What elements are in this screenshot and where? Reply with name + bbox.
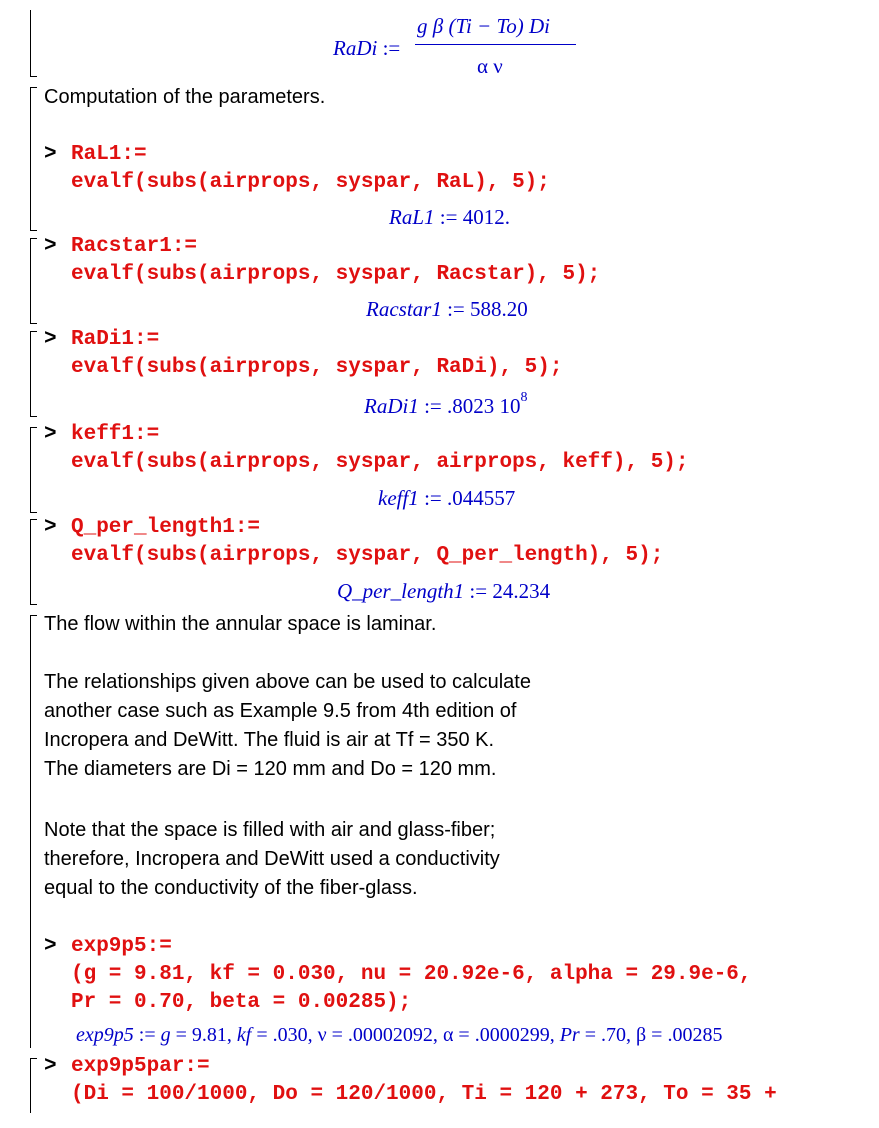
output-exp9p5: exp9p5 := g = 9.81, kf = .030, ν = .00002092, α = .0000299, Pr = .70, β = .00285 xyxy=(76,1024,723,1046)
text-line-3: The relationships given above can be used to calculate xyxy=(44,671,531,693)
output-keff1: keff1 := .044557 xyxy=(378,486,516,510)
code-input-exp9p5-line2[interactable]: (g = 9.81, kf = 0.030, nu = 20.92e-6, alpha = 29.9e-6, xyxy=(71,963,752,986)
prompt-1: > xyxy=(44,143,57,166)
code-input-qperlength1-line2[interactable]: evalf(subs(airprops, syspar, Q_per_length), 5); xyxy=(71,544,664,567)
code-input-racstar1-line2[interactable]: evalf(subs(airprops, syspar, Racstar), 5); xyxy=(71,263,601,286)
text-computation: Computation of the parameters. xyxy=(44,86,326,108)
group-bracket xyxy=(30,331,37,417)
formula-numerator: g β (Ti − To) Di xyxy=(417,14,550,38)
text-line-1: The flow within the annular space is laminar. xyxy=(44,613,437,635)
code-input-exp9p5-line1[interactable]: exp9p5:= xyxy=(71,935,172,958)
group-bracket xyxy=(30,238,37,324)
text-line-6: The diameters are Di = 120 mm and Do = 120 mm. xyxy=(44,758,497,780)
text-line-5: Incropera and DeWitt. The fluid is air at Tf = 350 K. xyxy=(44,729,495,751)
code-input-ral1-line1[interactable]: RaL1:= xyxy=(71,143,147,166)
text-line-9: therefore, Incropera and DeWitt used a conductivity xyxy=(44,848,500,870)
code-input-exp9p5par-line1[interactable]: exp9p5par:= xyxy=(71,1055,210,1078)
output-ral1: RaL1 := 4012. xyxy=(389,205,510,229)
text-line-10: equal to the conductivity of the fiber-glass. xyxy=(44,877,418,899)
formula-lhs: RaDi := xyxy=(333,36,406,60)
output-racstar1: Racstar1 := 588.20 xyxy=(366,297,528,321)
output-qperlength1: Q_per_length1 := 24.234 xyxy=(337,579,551,603)
group-bracket xyxy=(30,615,37,1048)
group-bracket xyxy=(30,87,37,231)
group-bracket xyxy=(30,10,37,77)
prompt-2: > xyxy=(44,235,57,258)
code-input-qperlength1-line1[interactable]: Q_per_length1:= xyxy=(71,516,261,539)
group-bracket xyxy=(30,519,37,605)
prompt-5: > xyxy=(44,516,57,539)
prompt-6: > xyxy=(44,935,57,958)
text-line-8: Note that the space is filled with air and glass-fiber; xyxy=(44,819,496,841)
prompt-3: > xyxy=(44,328,57,351)
code-input-ral1-line2[interactable]: evalf(subs(airprops, syspar, RaL), 5); xyxy=(71,171,550,194)
code-input-keff1-line1[interactable]: keff1:= xyxy=(71,423,160,446)
group-bracket xyxy=(30,1058,37,1113)
group-bracket xyxy=(30,427,37,513)
code-input-radi1-line2[interactable]: evalf(subs(airprops, syspar, RaDi), 5); xyxy=(71,356,563,379)
text-line-4: another case such as Example 9.5 from 4th edition of xyxy=(44,700,517,722)
code-input-racstar1-line1[interactable]: Racstar1:= xyxy=(71,235,198,258)
prompt-4: > xyxy=(44,423,57,446)
code-input-radi1-line1[interactable]: RaDi1:= xyxy=(71,328,160,351)
prompt-7: > xyxy=(44,1055,57,1078)
code-input-keff1-line2[interactable]: evalf(subs(airprops, syspar, airprops, keff), 5); xyxy=(71,451,689,474)
exponent: 8 xyxy=(520,390,528,405)
formula-denominator: α ν xyxy=(477,54,503,78)
code-input-exp9p5par-line2[interactable]: (Di = 100/1000, Do = 120/1000, Ti = 120 + 273, To = 35 + xyxy=(71,1083,777,1106)
output-radi1: RaDi1 := .8023 $10^8$ xyxy=(364,390,528,418)
code-input-exp9p5-line3[interactable]: Pr = 0.70, beta = 0.00285); xyxy=(71,991,412,1014)
fraction-bar xyxy=(415,44,576,45)
